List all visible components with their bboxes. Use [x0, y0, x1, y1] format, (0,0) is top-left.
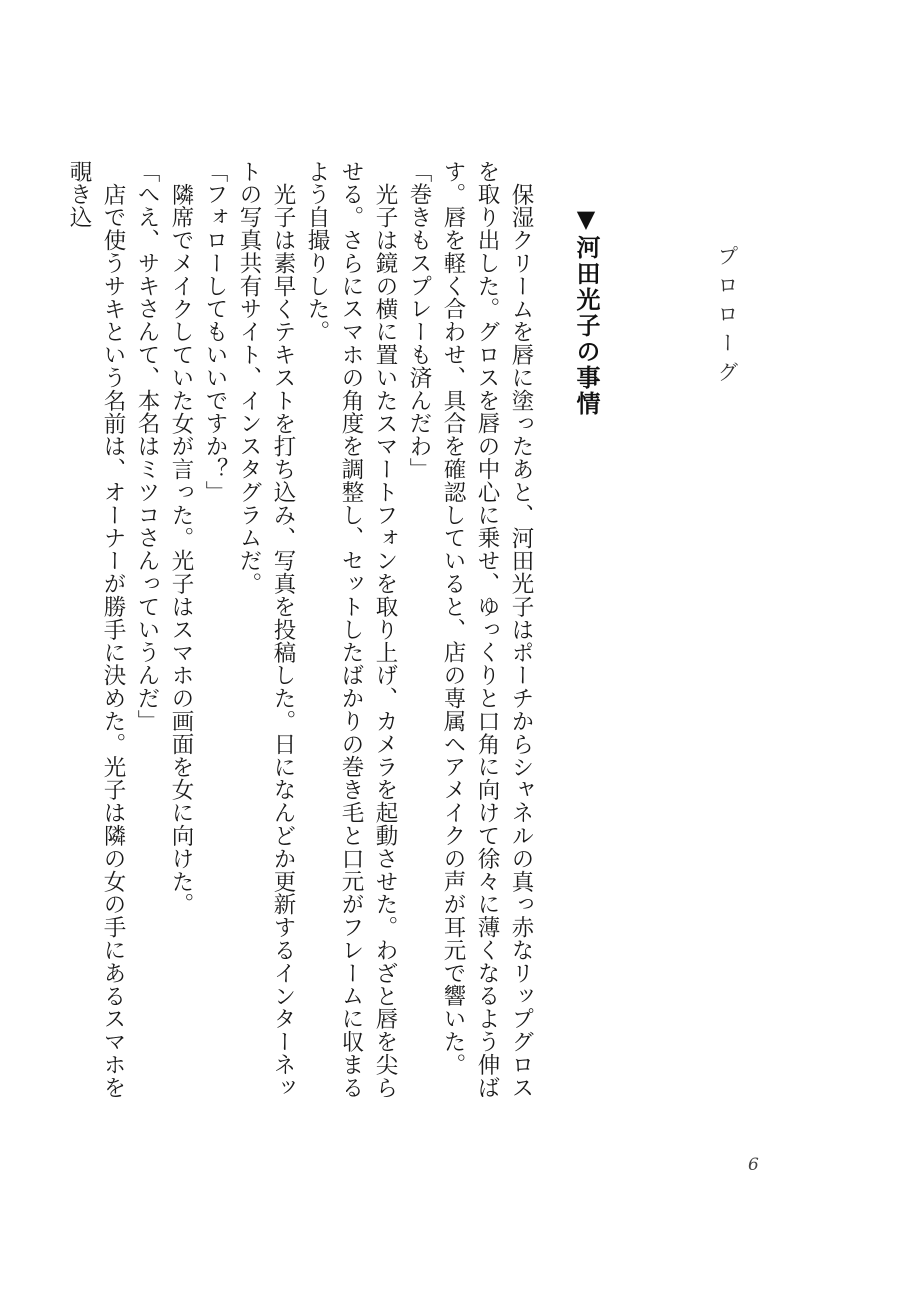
paragraph: 店で使うサキという名前は、オーナーが勝手に決めた。光子は隣の女の手にあるスマホを覗き込 [66, 160, 126, 1099]
body-text [62, 160, 538, 1120]
paragraph: 隣席でメイクしていた女が言った。光子はスマホの画面を女に向けた。 [168, 182, 194, 916]
prologue-title: プロローグ [715, 245, 739, 390]
paragraph: 光子は鏡の横に置いたスマートフォンを取り上げ、カメラを起動させた。わざと唇を尖らせる。さらにスマホの角度を調整し、セットしたばかりの巻き毛と口元がフレームに収まるよう自撮りした。 [304, 160, 398, 1099]
paragraph: 光子は素早くテキストを打ち込み、写真を投稿した。日になんどか更新するインターネットの写真共有サイト、インスタグラムだ。 [236, 160, 296, 1099]
paragraph: 「巻きもスプレーも済んだわ」 [406, 160, 432, 481]
paragraph: 「へえ、サキさんて、本名はミツコさんっていうんだ」 [134, 160, 160, 733]
page-number: 6 [748, 1155, 759, 1175]
paragraph: 「フォローしてもいいですか？」 [202, 160, 228, 504]
paragraph: 保湿クリームを唇に塗ったあと、河田光子はポーチからシャネルの真っ赤なリップグロスを取り出した。グロスを唇の中心に乗せ、ゆっくりと口角に向けて徐々に薄くなるよう伸ばす。唇を軽く合わせ、具合を確認していると、店の専属ヘアメイクの声が耳元で響いた。 [440, 160, 534, 1099]
chapter-heading: ▼河田光子の事情 [572, 205, 600, 417]
